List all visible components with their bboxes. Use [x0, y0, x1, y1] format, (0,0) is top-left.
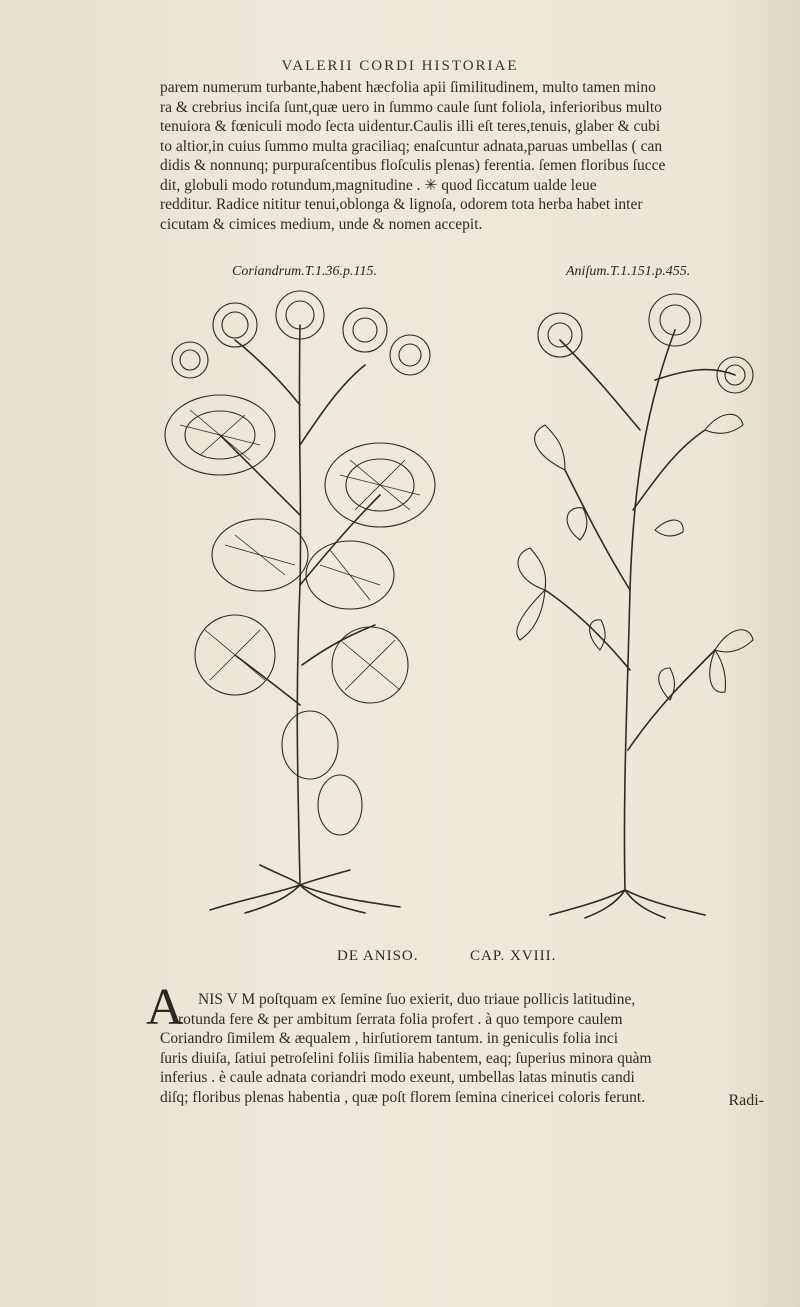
top-paragraph: [160, 78, 778, 234]
text-line: inferius . è caule adnata coriandri modo exeunt, umbellas latas minutis candi: [160, 1069, 635, 1086]
text-line: NIS V M poſtquam ex ſemine ſuo exierit, duo triaue pollicis latitudine,: [198, 991, 636, 1008]
drop-capital: A: [146, 979, 184, 1036]
text-line: didis & nonnunq; purpuraſcentibus floſculis plenas) ferentia. ſemen floribus ſucce: [160, 157, 666, 174]
anise-woodcut-illustration: [505, 290, 755, 920]
caption-anisum: Aniſum.T.1.151.p.455.: [566, 264, 691, 279]
chapter-number: CAP. XVIII.: [470, 948, 557, 964]
text-line: ra & crebrius inciſa ſunt,quæ uero in ſummo caule ſunt foliola, inferioribus multo: [160, 98, 662, 116]
text-line: diſq; floribus plenas habentia , quæ poſt florem ſemina cinericei coloris ferunt.: [160, 1088, 646, 1106]
text-line: Coriandro ſimilem & æqualem , hirſutiorem tantum. in geniculis folia inci: [160, 1030, 619, 1047]
caption-coriandrum: Coriandrum.T.1.36.p.115.: [232, 264, 377, 279]
text-line: tenuiora & fœniculi modo ſecta uidentur.Caulis illi eſt teres,tenuis, glaber & cubi: [160, 118, 661, 135]
text-line: to altior,in cuius ſummo multa graciliaq; enaſcuntur adnata,paruas umbellas ( can: [160, 137, 663, 155]
chapter-title: DE ANISO.: [337, 948, 419, 964]
chapter-paragraph: [160, 990, 778, 1107]
text-line: parem numerum turbante,habent hæcfolia apii ſimilitudinem, multo tamen mino: [160, 79, 656, 96]
text-line: rotunda fere & per ambitum ſerrata folia profert . à quo tempore caulem: [178, 1010, 623, 1028]
catchword: Radi-: [728, 1092, 764, 1109]
text-line: redditur. Radice nititur tenui,oblonga & lignoſa, odorem tota herba habet inter: [160, 196, 643, 213]
text-line: dit, globuli modo rotundum,magnitudine . ✳ quod ſiccatum ualde leue: [160, 176, 597, 194]
coriander-woodcut-illustration: [150, 285, 450, 915]
running-head: VALERII CORDI HISTORIAE: [281, 58, 519, 74]
text-line: ſuris diuiſa, ſatiui petroſelini foliis ſimilia habentem, eaq; ſuperius minora quàm: [160, 1049, 652, 1067]
text-line: cicutam & cimices medium, unde & nomen accepit.: [160, 215, 483, 233]
